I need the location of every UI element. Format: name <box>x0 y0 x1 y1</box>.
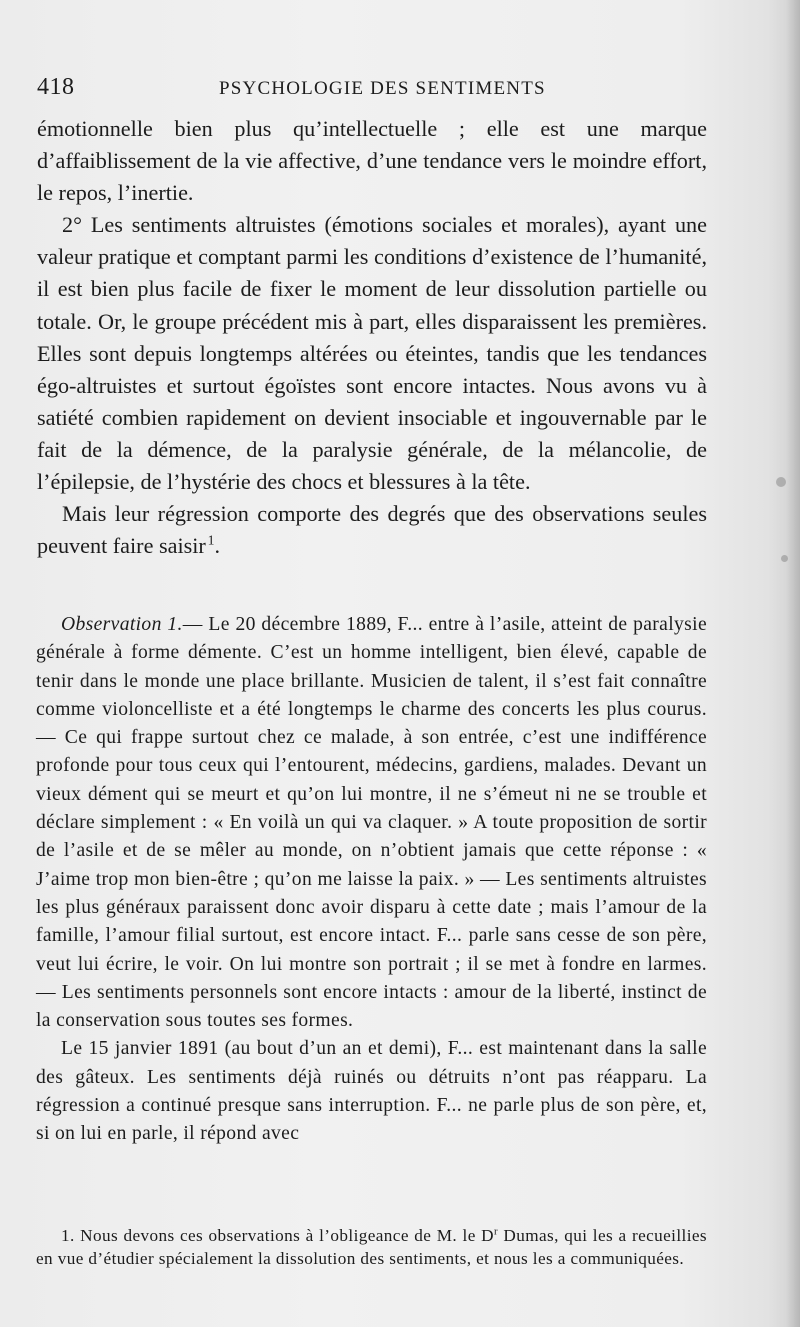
paragraph-altruistic-sentiments: 2° Les sentiments altruistes (émotions sociales et morales), ayant une valeur pratique et comptant parmi les conditions d’existence de l’humanité, il est bien plus facile de fixer le moment de leur dissolution partielle ou totale. Or, le groupe précédent mis à part, elles disparaissent les premières. Elles sont depuis longtemps altérées ou éteintes, tandis que les tendances égo-altruistes et surtout égoïstes sont encore intactes. Nous avons vu à satiété combien rapidement on devient insociable et ingouvernable par le fait de la démence, de la paralysie générale, de la mélancolie, de l’épilepsie, de l’hystérie des chocs et blessures à la tête. <box>37 212 707 495</box>
footnote <box>36 1225 707 1270</box>
paragraph-regression-end: . <box>214 533 221 559</box>
page-header <box>37 74 707 108</box>
observation-title: Observation 1. <box>61 614 183 635</box>
observation-block <box>36 611 707 1149</box>
footnote-number: 1. <box>61 1226 75 1245</box>
paragraph-regression-text: Mais leur régression comporte des degrés que des observations seules peuvent faire saisir <box>37 501 707 559</box>
observation-paragraph-1 <box>36 611 707 1035</box>
page-edge-shadow <box>786 0 800 1327</box>
footnote-text-before: Nous devons ces observations à l’obligeance de M. le D <box>80 1226 494 1245</box>
page-number: 418 <box>37 74 75 100</box>
paragraph-continuation: émotionnelle bien plus qu’intellectuelle ; elle est une marque d’affaiblissement de la vie affective, d’une tendance vers le moindre effort, le repos, l’inertie. <box>37 116 707 206</box>
paragraph-regression <box>37 498 707 562</box>
footnote-text <box>36 1225 707 1270</box>
footnote-superscript: r <box>494 1226 498 1238</box>
running-head: PSYCHOLOGIE DES SENTIMENTS <box>219 78 546 99</box>
observation-paragraph-2: Le 15 janvier 1891 (au bout d’un an et demi), F... est maintenant dans la salle des gâteux. Les sentiments déjà ruinés ou détruits n’ont pas réapparu. La régression a continué presque sans interruption. F... ne parle plus de son père, et, si on lui en parle, il répond avec <box>36 1038 707 1145</box>
ink-speck <box>776 477 786 487</box>
footnote-text-after: Dumas, qui les a recueillies en vue d’étudier spécialement la dissolution des sentiments, et nous les a communiquées. <box>36 1226 707 1268</box>
main-text <box>37 113 707 562</box>
ink-speck <box>781 555 788 562</box>
observation-text-1: — Le 20 décembre 1889, F... entre à l’asile, atteint de paralysie générale à forme démente. C’est un homme intelligent, bien élevé, capable de tenir dans le monde une place brillante. Musicien de talent, il s’est fait connaître comme violoncelliste et a été longtemps le charme des concerts les plus courus. — Ce qui frappe surtout chez ce malade, à son entrée, c’est une indifférence profonde pour tous ceux qui l’entourent, médecins, gardiens, malades. Devant un vieux dément qui se meurt et qu’on lui montre, il ne s’émeut ni ne se trouble et déclare simplement : « En voilà un qui va claquer. » A toute proposition de sortir de l’asile et de se mêler au monde, on n’obtient jamais que cette réponse : « J’aime trop mon bien-être ; qu’on me laisse la paix. » — Les sentiments altruistes les plus généraux paraissent donc avoir disparu à cette date ; mais l’amour de la famille, l’amour filial surtout, est encore intact. F... parle sans cesse de son père, veut lui écrire, le voir. On lui montre son portrait ; il se met à fondre en larmes. — Les sentiments personnels sont encore intacts : amour de la liberté, instinct de la conservation sous toutes ses formes. <box>36 614 707 1032</box>
footnote-reference: 1 <box>207 532 215 548</box>
